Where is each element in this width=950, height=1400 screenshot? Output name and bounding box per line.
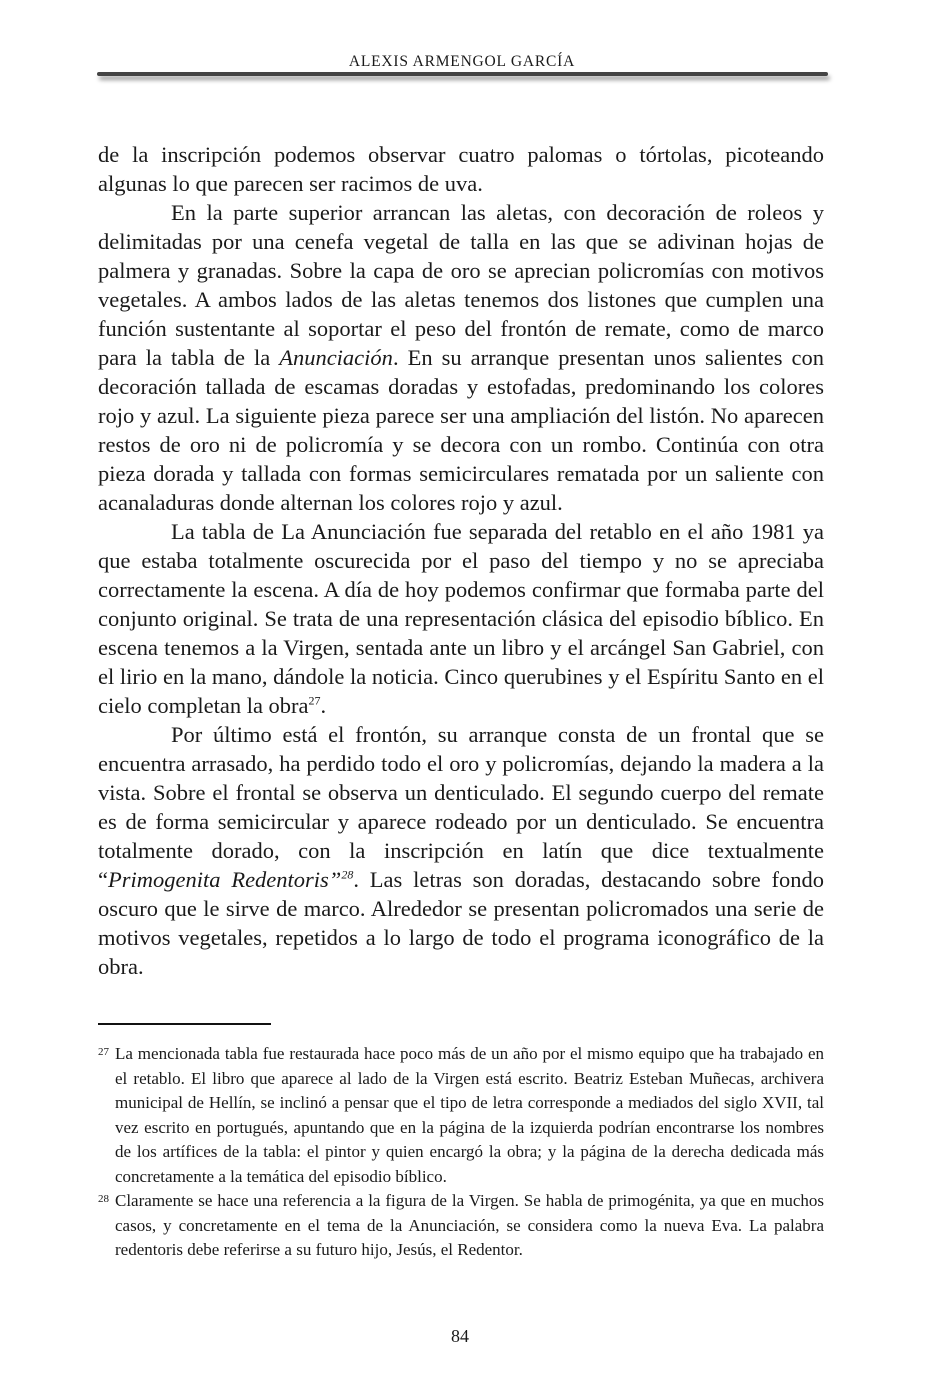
paragraph-3: La tabla de La Anunciación fue separada del retablo en el año 1981 ya que estaba totalmente oscurecida por el paso del tiempo y no se apreciaba correctamente la escena. A día de hoy podemos confirmar que formaba parte del conjunto original. Se trata de una representación clásica del episodio bíblico. En escena tenemos a la Virgen, sentada ante un libro y el arcángel San Gabriel, con el lirio en la mano, dándole la noticia. Cinco querubines y el Espíritu Santo en el cielo completan la obra$^{27}$. (98, 519, 824, 718)
footnote-separator (98, 1023, 271, 1025)
footnote-ref-28[interactable]: 28 (341, 867, 354, 882)
italic-primogenita: Primogenita Redentoris”$^{28}$ (108, 867, 354, 892)
footnote-mark: 27 (98, 1046, 109, 1058)
header-rule (97, 72, 828, 76)
main-text (98, 140, 824, 981)
page-number: 84 (451, 1326, 469, 1346)
footnotes (98, 1042, 824, 1263)
paragraph-4: Por último está el frontón, su arranque consta de un frontal que se encuentra arrasado, ha perdido todo el oro y policromías, dejando la madera a la vista. Sobre el frontal se observa un denticulado. El segundo cuerpo del remate es de forma semicircular y aparece rodeado por un denticulado. Se encuentra totalmente dorado, con la inscripción en latín que dice textualmente “Primogenita Redentoris”$^{28}$. Las letras son doradas, destacando sobre fondo oscuro que le sirve de marco. Alrededor se presentan policromados una serie de motivos vegetales, repetidos a lo largo de todo el programa iconográfico de la obra. (98, 722, 825, 979)
running-header: ALEXIS ARMENGOL GARCÍA (348, 53, 576, 70)
footnote-mark: 28 (98, 1193, 109, 1205)
italic-anunciacion: Anunciación (279, 345, 393, 370)
footnote-text: La mencionada tabla fue restaurada hace poco más de un año por el mismo equipo que ha trabajado en el retablo. El libro que aparece al lado de la Virgen está escrito. Beatriz Esteban Muñecas, archivera municipal de Hellín, se inclinó a pensar que el tipo de letra corresponde a mediados del siglo XVII, tal vez escrito en portugués, apuntando que en la página de la izquierda podrían encontrarse los nombres de los artífices de la tabla: el pintor y quien encargó la obra; y la página de la derecha dedicada más concretamente a la temática del episodio bíblico. (115, 1044, 824, 1186)
footnote-28 (98, 1189, 824, 1263)
footnote-text: Claramente se hace una referencia a la figura de la Virgen. Se habla de primogénita, ya que en muchos casos, y concretamente en el tema de la Anunciación, se considera como la nueva Eva. La palabra redentoris debe referirse a su futuro hijo, Jesús, el Redentor. (115, 1191, 824, 1259)
footnote-27 (98, 1042, 824, 1189)
footnote-ref-27[interactable]: 27 (308, 693, 321, 708)
paragraph-1: de la inscripción podemos observar cuatro palomas o tórtolas, picoteando algunas lo que parecen ser racimos de uva. (98, 142, 824, 196)
paragraph-2: En la parte superior arrancan las aletas, con decoración de roleos y delimitadas por una cenefa vegetal de talla en las que se adivinan hojas de palmera y granadas. Sobre la capa de oro se aprecian policromías con motivos vegetales. A ambos lados de las aletas tenemos dos listones que cumplen una función sustentante al soportar el peso del frontón de remate, como de marco para la tabla de la Anunciación. En su arranque presentan unos salientes con decoración tallada de escamas doradas y estofadas, predominando los colores rojo y azul. La siguiente pieza parece ser una ampliación del listón. No aparecen restos de oro ni de policromía y se decora con un rombo. Continúa con otra pieza dorada y tallada con formas semicirculares rematada por un saliente con acanaladuras donde alternan los colores rojo y azul. (98, 200, 824, 515)
